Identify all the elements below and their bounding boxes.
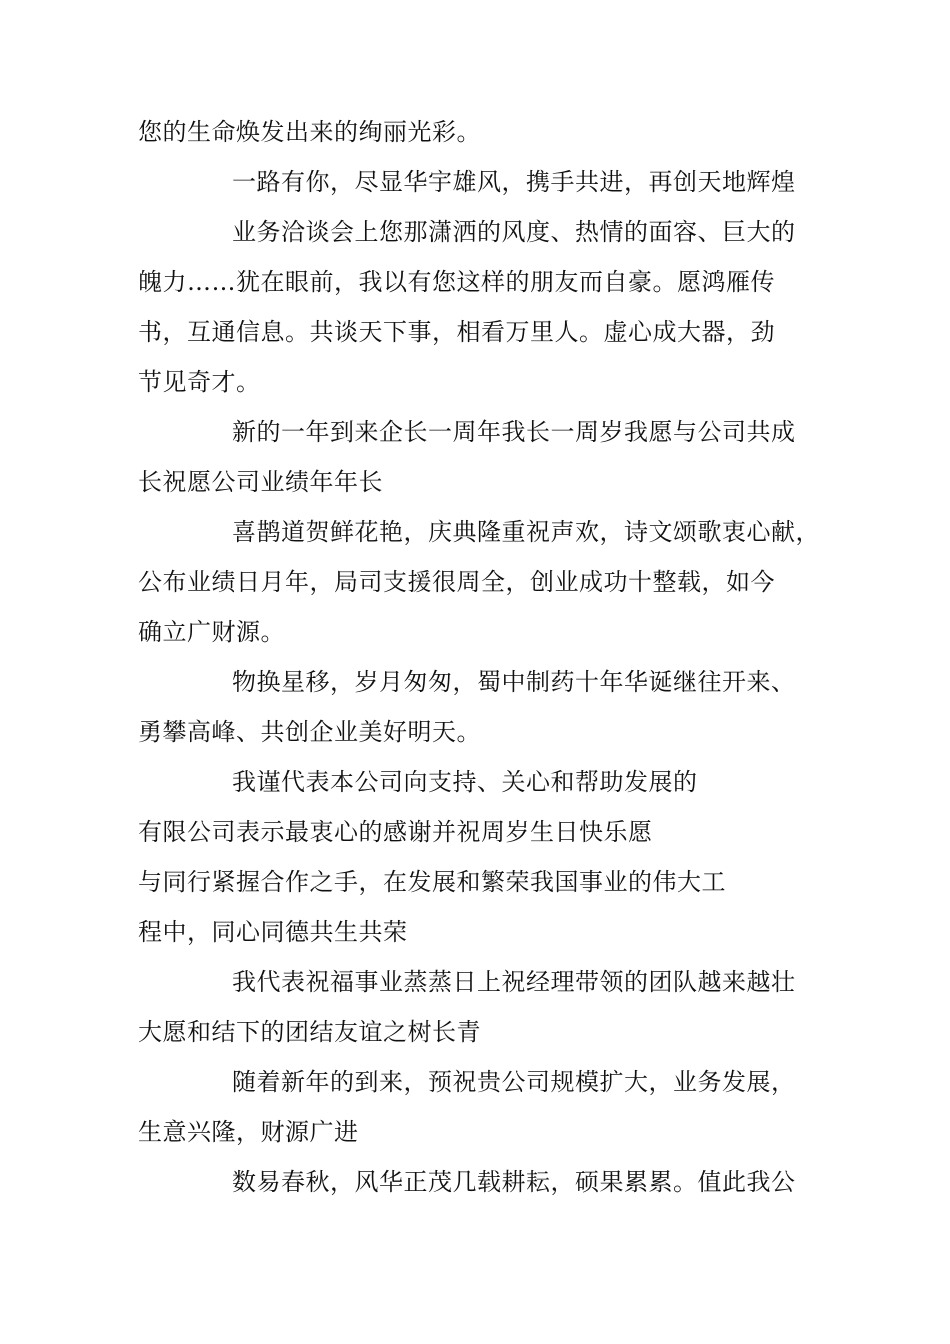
paragraph-start-line: 一路有你，尽显华宇雄风，携手共进，再创天地辉煌: [232, 168, 796, 196]
text-line: 长祝愿公司业绩年年长: [138, 468, 383, 496]
text-line: 公布业绩日月年，局司支援很周全，创业成功十整载，如今: [138, 568, 775, 596]
text-line: 程中，同心同德共生共荣: [138, 918, 408, 946]
paragraph-start-line: 物换星移，岁月匆匆，蜀中制药十年华诞继往开来、: [232, 668, 796, 696]
text-line: 勇攀高峰、共创企业美好明天。: [138, 718, 481, 746]
paragraph-start-line: 喜鹊道贺鲜花艳，庆典隆重祝声欢，诗文颂歌衷心献，: [232, 518, 820, 546]
paragraph-start-line: 数易春秋，风华正茂几载耕耘，硕果累累。值此我公: [232, 1168, 796, 1196]
paragraph-start-line: 业务洽谈会上您那潇洒的风度、热情的面容、巨大的: [232, 218, 796, 246]
paragraph-start-line: 我谨代表本公司向支持、关心和帮助发展的: [232, 768, 698, 796]
text-line: 魄力……犹在眼前，我以有您这样的朋友而自豪。愿鸿雁传: [138, 268, 775, 296]
paragraph-start-line: 新的一年到来企长一周年我长一周岁我愿与公司共成: [232, 418, 796, 446]
text-line: 确立广财源。: [138, 618, 285, 646]
text-line: 节见奇才。: [138, 368, 261, 396]
text-line: 生意兴隆，财源广进: [138, 1118, 359, 1146]
text-line: 有限公司表示最衷心的感谢并祝周岁生日快乐愿: [138, 818, 653, 846]
text-line: 书，互通信息。共谈天下事，相看万里人。虚心成大器，劲: [138, 318, 775, 346]
paragraph-start-line: 随着新年的到来，预祝贵公司规模扩大，业务发展，: [232, 1068, 796, 1096]
text-line: 您的生命焕发出来的绚丽光彩。: [138, 118, 481, 146]
text-line: 大愿和结下的团结友谊之树长青: [138, 1018, 481, 1046]
paragraph-start-line: 我代表祝福事业蒸蒸日上祝经理带领的团队越来越壮: [232, 968, 796, 996]
text-line: 与同行紧握合作之手，在发展和繁荣我国事业的伟大工: [138, 868, 726, 896]
